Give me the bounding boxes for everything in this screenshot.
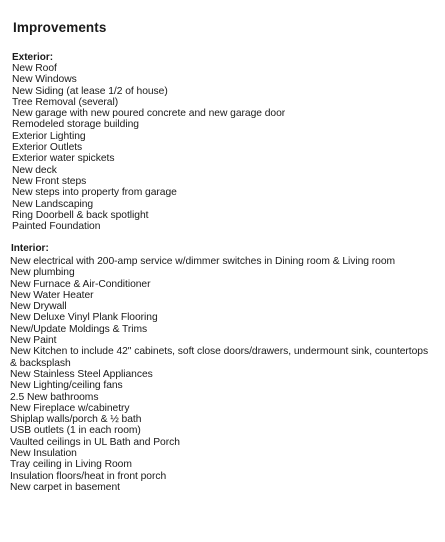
list-item: New Roof [12,63,57,74]
list-item: New Front steps [12,175,87,187]
interior-heading: Interior: [11,243,49,254]
interior-list [10,256,435,493]
list-item: New Fireplace w/cabinetry [10,402,130,414]
list-item: USB outlets (1 in each room) [10,425,141,437]
list-item: New steps into property from garage [12,187,177,199]
list-item: New Drywall [10,301,67,313]
list-item: New Windows [12,74,77,86]
list-item: New Landscaping [12,198,94,210]
list-item: Exterior Lighting [12,130,86,142]
list-item: New garage with new poured concrete and new garage door [12,108,286,120]
list-item: New Furnace & Air-Conditioner [10,278,151,290]
list-item: Ring Doorbell & back spotlight [12,209,149,221]
list-item: New Water Heater [10,289,94,301]
list-item: New Paint [10,335,57,347]
list-item: New Deluxe Vinyl Plank Flooring [10,312,158,324]
list-item: New plumbing [10,267,75,279]
page-title: Improvements [13,20,107,35]
list-item: Shiplap walls/porch & ½ bath [10,414,142,426]
list-item: Tree Removal (several) [12,96,119,108]
list-item: Remodeled storage building [12,119,139,131]
list-item: New Insulation [10,448,77,460]
list-item: Tray ceiling in Living Room [10,459,132,471]
list-item: New electrical with 200-amp service w/dimmer switches in Dining room & Living room [10,256,396,267]
list-item: New/Update Moldings & Trims [10,323,148,335]
list-item: New Lighting/ceiling fans [10,380,123,392]
list-item: New Stainless Steel Appliances [10,368,153,380]
list-item: New Siding (at lease 1/2 of house) [12,85,168,97]
list-item: Insulation floors/heat in front porch [10,470,167,482]
list-item: New Kitchen to include 42" cabinets, soft close doors/drawers, undermount sink, countertops & backsplash [10,346,429,369]
exterior-list [12,63,285,232]
list-item: Exterior water spickets [12,153,115,165]
list-item: New carpet in basement [10,481,120,493]
list-item: New deck [12,164,57,176]
list-item: 2.5 New bathrooms [10,391,99,403]
list-item: Vaulted ceilings in UL Bath and Porch [10,436,180,448]
list-item: Exterior Outlets [12,142,83,154]
list-item: Painted Foundation [12,221,101,233]
exterior-heading: Exterior: [12,52,54,63]
